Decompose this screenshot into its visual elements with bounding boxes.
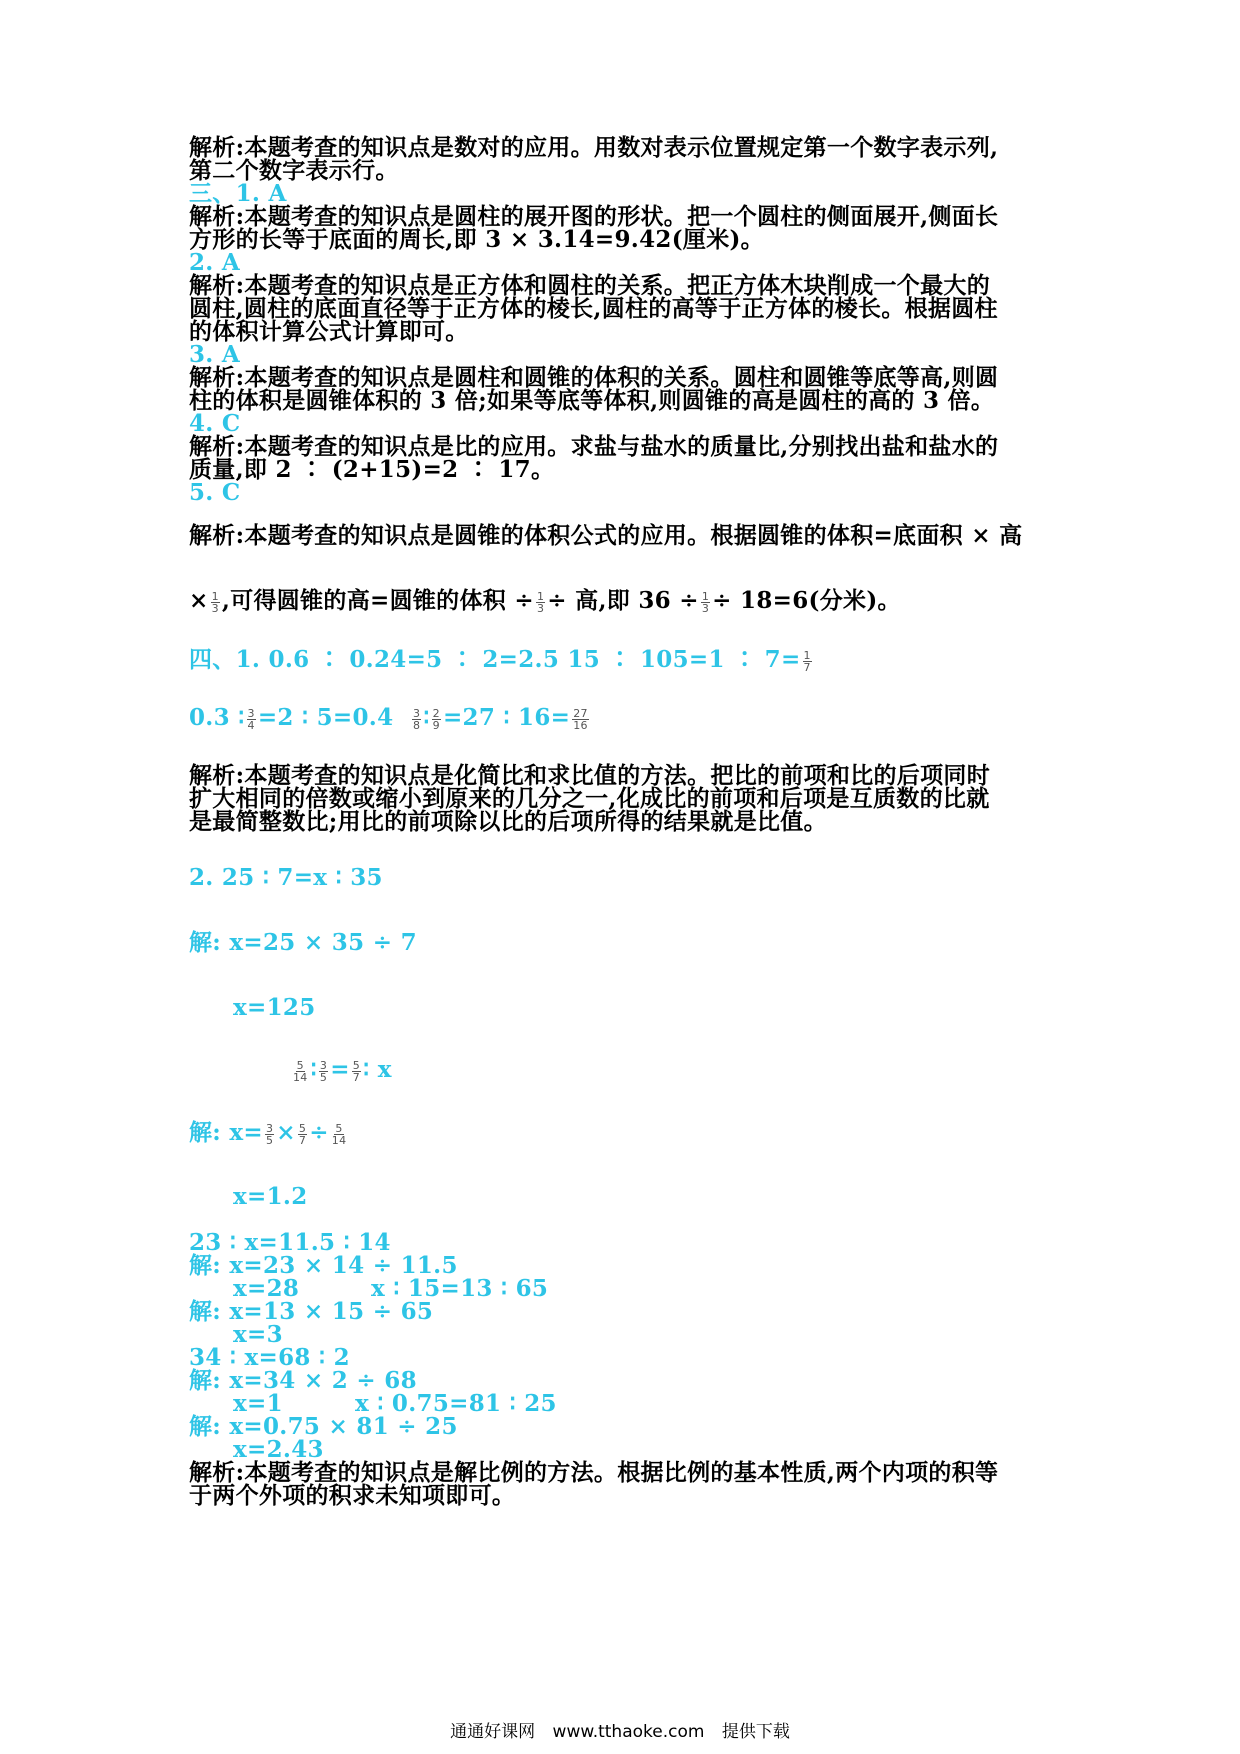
answer-line: 解: x=13 × 15 ÷ 65 <box>189 1298 434 1325</box>
answer-line: 解: x=25 × 35 ÷ 7 <box>189 929 417 956</box>
analysis-text: 解析:本题考查的知识点是圆柱和圆锥的体积的关系。圆柱和圆锥等底等高,则圆 <box>189 364 999 391</box>
analysis-text: 扩大相同的倍数或缩小到原来的几分之一,化成比的前项和后项是互质数的比就 <box>189 785 990 812</box>
fraction: $\frac{3}{8}$ <box>413 706 421 732</box>
answer-line: x=3 <box>233 1321 283 1348</box>
answer-heading: 3. A <box>189 341 241 368</box>
answer-line: 解: x=23 × 14 ÷ 11.5 <box>189 1252 458 1279</box>
analysis-text: 第二个数字表示行。 <box>189 157 399 184</box>
analysis-text: 柱的体积是圆锥体积的 3 倍;如果等底等体积,则圆锥的高是圆柱的高的 3 倍。 <box>189 387 995 414</box>
analysis-text: 方形的长等于底面的周长,即 3 × 3.14=9.42(厘米)。 <box>189 226 764 253</box>
fraction: $\frac{3}{5}$ <box>265 1121 274 1147</box>
analysis-text: 质量,即 2 ∶ (2+15)=2 ∶ 17。 <box>189 456 555 483</box>
fraction: $\frac{1}{3}$ <box>536 589 545 615</box>
analysis-text: 解析:本题考查的知识点是数对的应用。用数对表示位置规定第一个数字表示列, <box>189 134 999 161</box>
fraction: $\frac{3}{4}$ <box>247 706 255 732</box>
footer-suffix: 提供下载 <box>721 1722 790 1742</box>
fraction: $\frac{5}{14}$ <box>293 1058 308 1084</box>
fraction: $\frac{1}{3}$ <box>701 589 710 615</box>
answer-line: 解: x=34 × 2 ÷ 68 <box>189 1367 417 1394</box>
analysis-text: 解析:本题考查的知识点是化简比和求比值的方法。把比的前项和比的后项同时 <box>189 762 990 789</box>
answer-line: $\frac{5}{14}$ ∶ $\frac{3}{5}$ = $\frac{5}{7}$ ∶ x <box>293 1056 392 1084</box>
analysis-text: 解析:本题考查的知识点是比的应用。求盐与盐水的质量比,分别找出盐和盐水的 <box>189 433 999 460</box>
answer-line: x ∶ 15=13 ∶ 65 <box>371 1275 549 1302</box>
analysis-text: 解析:本题考查的知识点是圆柱的展开图的形状。把一个圆柱的侧面展开,侧面长 <box>189 203 999 230</box>
answer-line: x=1.2 <box>233 1183 308 1210</box>
answer-line: 解: x=0.75 × 81 ÷ 25 <box>189 1413 458 1440</box>
page-footer <box>0 1717 1240 1742</box>
fraction: $\frac{2}{9}$ <box>432 706 440 732</box>
analysis-text: 圆柱,圆柱的底面直径等于正方体的棱长,圆柱的高等于正方体的棱长。根据圆柱 <box>189 295 998 322</box>
analysis-text: 是最简整数比;用比的前项除以比的后项所得的结果就是比值。 <box>189 808 827 835</box>
answer-heading: 5. C <box>189 479 241 506</box>
answer-heading: 三、1. A <box>189 180 287 207</box>
analysis-text: 解析:本题考查的知识点是正方体和圆柱的关系。把正方体木块削成一个最大的 <box>189 272 990 299</box>
fraction: $\frac{5}{14}$ <box>331 1121 347 1147</box>
fraction: $\frac{1}{3}$ <box>211 589 219 615</box>
analysis-text: 解析:本题考查的知识点是圆锥的体积公式的应用。根据圆锥的体积=底面积 × 高 <box>189 522 1023 549</box>
fraction: $\frac{1}{7}$ <box>803 648 811 674</box>
answer-line: 0.3 ∶ $\frac{3}{4}$ =2 ∶ 5=0.4 $\frac{3}{8}$ ∶ $\frac{2}{9}$ =27 ∶ 16= $\frac{27}{16}$ <box>189 704 588 732</box>
answer-line: x=1 <box>233 1390 283 1417</box>
answer-line: x ∶ 0.75=81 ∶ 25 <box>355 1390 557 1417</box>
analysis-formula: × $\frac{1}{3}$ ,可得圆锥的高=圆锥的体积 ÷ $\frac{1}{3}$ ÷ 高,即 36 ÷ $\frac{1}{3}$ ÷ 18=6(分米)。 <box>189 587 901 615</box>
fraction: $\frac{5}{7}$ <box>298 1121 307 1147</box>
analysis-text: 于两个外项的积求未知项即可。 <box>189 1482 516 1509</box>
footer-site-name: 通通好课网 <box>450 1722 536 1742</box>
answer-line: x=125 <box>233 994 316 1021</box>
footer-url[interactable]: www.tthaoke.com <box>552 1722 705 1742</box>
answer-line: 四、1. 0.6 ∶ 0.24=5 ∶ 2=2.5 15 ∶ 105=1 ∶ 7= $\frac{1}{7}$ <box>189 646 811 674</box>
answer-line: 23 ∶ x=11.5 ∶ 14 <box>189 1229 391 1256</box>
answer-line: 2. 25 ∶ 7=x ∶ 35 <box>189 864 383 891</box>
answer-line: x=2.43 <box>233 1436 324 1463</box>
analysis-text: 解析:本题考查的知识点是解比例的方法。根据比例的基本性质,两个内项的积等 <box>189 1459 999 1486</box>
fraction: $\frac{3}{5}$ <box>319 1058 328 1084</box>
answer-line: 34 ∶ x=68 ∶ 2 <box>189 1344 350 1371</box>
fraction: $\frac{27}{16}$ <box>573 706 588 732</box>
answer-heading: 2. A <box>189 249 241 276</box>
analysis-text: 的体积计算公式计算即可。 <box>189 318 469 345</box>
answer-line: 解: x= $\frac{3}{5}$ × $\frac{5}{7}$ ÷ $\frac{5}{14}$ <box>189 1119 347 1147</box>
answer-line: x=28 <box>233 1275 300 1302</box>
answer-heading: 4. C <box>189 410 241 437</box>
fraction: $\frac{5}{7}$ <box>352 1058 361 1084</box>
